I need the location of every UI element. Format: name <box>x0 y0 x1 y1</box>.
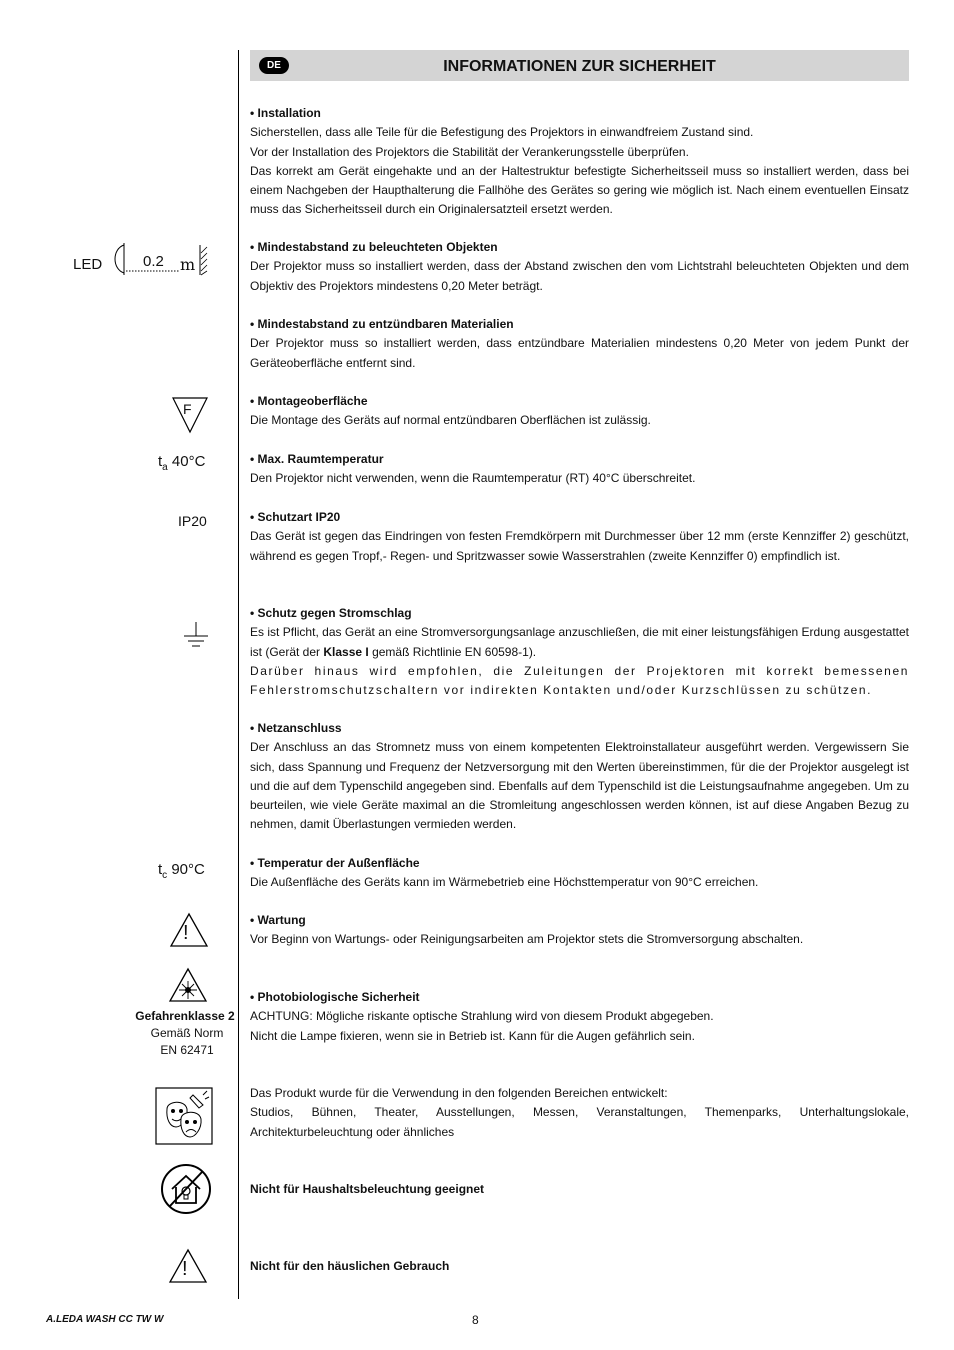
section-electric-shock <box>250 604 909 700</box>
section-mounting-surface <box>250 392 909 431</box>
paragraph: Der Projektor muss so installiert werden, dass entzündbare Materialien mindestens 0,20 Meter von jedem Punkt der Geräteoberfläche entfernt sind. <box>250 336 909 370</box>
ta-label <box>158 453 205 473</box>
paragraph: Darüber hinaus wird empfohlen, die Zuleitungen der Projektoren mit korrekt bemessenen Fehlerstromschutzschaltern vor indirekten Kontakten und/oder Kurzschlüssen zu schützen. <box>250 663 909 698</box>
section-ip20 <box>250 508 909 566</box>
norm-label-line1: Gemäß Norm <box>150 1026 224 1040</box>
section-installation <box>250 104 909 220</box>
section-maintenance <box>250 911 909 950</box>
norm-label-line2: EN 62471 <box>160 1043 214 1057</box>
warning-mark: ! <box>183 922 189 944</box>
section-max-room-temp <box>250 450 909 489</box>
paragraph: Die Außenfläche des Geräts kann im Wärmebetrieb eine Höchsttemperatur von 90°C erreichen. <box>250 875 759 890</box>
warning-mark: ! <box>182 1258 188 1280</box>
section-mains <box>250 719 909 835</box>
language-badge: DE <box>259 57 289 74</box>
section-not-household-lighting <box>250 1180 909 1199</box>
footer-model: A.LEDA WASH CC TW W <box>46 1314 164 1325</box>
text-bold: Klasse I <box>323 644 369 659</box>
paragraph: Die Montage des Geräts auf normal entzündbaren Oberflächen ist zulässig. <box>250 413 651 428</box>
paragraph: Der Projektor muss so installiert werden, dass der Abstand zwischen den vom Lichtstrahl beleuchteten Objekten und dem Objektiv des Projektors mindestens 0,20 Meter beträgt. <box>250 259 909 293</box>
section-surface-temp <box>250 854 909 893</box>
paragraph: Vor der Installation des Projektors die Stabilität der Verankerungsstelle überprüfen. <box>250 144 689 159</box>
ta-value: 40°C <box>171 453 206 470</box>
text-span: Es ist Pflicht, das Gerät an eine Stromversorgungsanlage anzuschließen, die mit einer leistungsfähigen Erdung ausgestattet ist (Gerät der <box>250 625 909 659</box>
tc-t: t <box>158 861 163 878</box>
paragraph: Vor Beginn von Wartungs- oder Reinigungsarbeiten am Projektor stets die Stromversorgung abschalten. <box>250 932 804 947</box>
heading-installation: • Installation <box>250 106 321 120</box>
heading-ip20: • Schutzart IP20 <box>250 510 341 524</box>
warning-icon <box>169 912 209 948</box>
heading-surface-temp: • Temperatur der Außenfläche <box>250 856 420 870</box>
heading-electric-shock: • Schutz gegen Stromschlag <box>250 606 412 620</box>
ta-t: t <box>158 453 163 470</box>
section-usage <box>250 1084 909 1142</box>
section-photobio <box>250 988 909 1046</box>
notice-not-domestic: Nicht für den häuslichen Gebrauch <box>250 1259 450 1273</box>
paragraph: ACHTUNG: Mögliche riskante optische Strahlung wird von diesem Produkt abgegeben. <box>250 1009 714 1024</box>
paragraph: Studios, Bühnen, Theater, Ausstellungen, Messen, Veranstaltungen, Themenparks, Unterhaltungslokale, Architekturbeleuchtung oder ähnliches <box>250 1105 909 1139</box>
column-divider <box>238 50 239 1299</box>
paragraph <box>250 623 909 662</box>
page-title: INFORMATIONEN ZUR SICHERHEIT <box>443 58 716 75</box>
heading-mains: • Netzanschluss <box>250 721 342 735</box>
section-not-domestic <box>250 1257 909 1276</box>
heading-maintenance: • Wartung <box>250 913 306 927</box>
heading-mounting-surface: • Montageoberfläche <box>250 394 368 408</box>
no-household-icon <box>160 1163 212 1215</box>
paragraph: Das Produkt wurde für die Verwendung in den folgenden Bereichen entwickelt: <box>250 1086 668 1100</box>
optical-radiation-icon <box>168 967 208 1003</box>
led-label: LED <box>73 256 103 273</box>
flammable-letter: F <box>183 401 192 417</box>
notice-not-household-lighting: Nicht für Haushaltsbeleuchtung geeignet <box>250 1182 485 1196</box>
paragraph: Nicht die Lampe fixieren, wenn sie in Betrieb ist. Kann für die Augen gefährlich sein. <box>250 1028 695 1043</box>
page-number: 8 <box>472 1313 479 1327</box>
led-distance-value: 0.2 <box>143 253 164 270</box>
tc-sub: c <box>162 870 168 881</box>
heading-min-distance-flammable: • Mindestabstand zu entzündbaren Materialien <box>250 317 514 331</box>
section-min-distance-flammable <box>250 315 909 373</box>
ip-label: IP20 <box>178 513 207 529</box>
tc-label <box>158 861 205 881</box>
theater-masks-icon <box>155 1087 213 1145</box>
paragraph: Sicherstellen, dass alle Teile für die Befestigung des Projektors in einwandfreiem Zustand sind. <box>250 125 754 140</box>
paragraph: Den Projektor nicht verwenden, wenn die Raumtemperatur (RT) 40°C überschreitet. <box>250 471 696 486</box>
paragraph: Das korrekt am Gerät eingehakte und an der Haltestruktur befestigte Sicherheitsseil muss so installiert werden, dass bei einem Nachgeben der Haupthalterung die Fallhöhe des Gerätes so gering wie möglich ist. Nach einem eventuellen Einsatz muss das Sicherheitsseil durch ein Originalersatzteil ersetzt werden. <box>250 163 909 217</box>
ta-sub: a <box>162 462 168 473</box>
warning-icon <box>168 1248 208 1284</box>
section-min-distance-lit <box>250 238 909 296</box>
tc-value: 90°C <box>171 861 205 878</box>
risk-group-label: Gefahrenklasse 2 <box>135 1009 235 1023</box>
text-span: gemäß Richtlinie EN 60598-1). <box>368 644 537 659</box>
heading-max-room-temp: • Max. Raumtemperatur <box>250 452 384 466</box>
led-distance-unit: m <box>180 255 196 274</box>
paragraph: Das Gerät ist gegen das Eindringen von festen Fremdkörpern mit Durchmesser über 12 mm (erste Kennziffer 2) geschützt, während es gegen Tropf,- Regen- und Spritzwasser sowie Wasserstrahlen (zweite Kennziffer 0) empfindlich ist. <box>250 529 909 563</box>
section-header <box>250 50 909 81</box>
heading-min-distance-lit: • Mindestabstand zu beleuchteten Objekten <box>250 240 498 254</box>
ground-icon <box>183 620 209 652</box>
heading-photobio: • Photobiologische Sicherheit <box>250 990 420 1004</box>
paragraph: Der Anschluss an das Stromnetz muss von einem kompetenten Elektroinstallateur ausgeführt werden. Vergewissern Sie sich, dass Spannung und Frequenz der Netzversorgung mit den Werten übereinstimmen, für die der Projektor ausgelegt ist und die auf dem Typenschild angegeben sind. Ebenfalls auf dem Typenschild ist die Leistungsaufnahme angegeben. Um zu beurteilen, wie viele Geräte maximal an die Stromleitung angeschlossen werden können, ist auf diese Angaben Bezug zu nehmen, damit Überlastungen vermieden werden. <box>250 740 909 832</box>
